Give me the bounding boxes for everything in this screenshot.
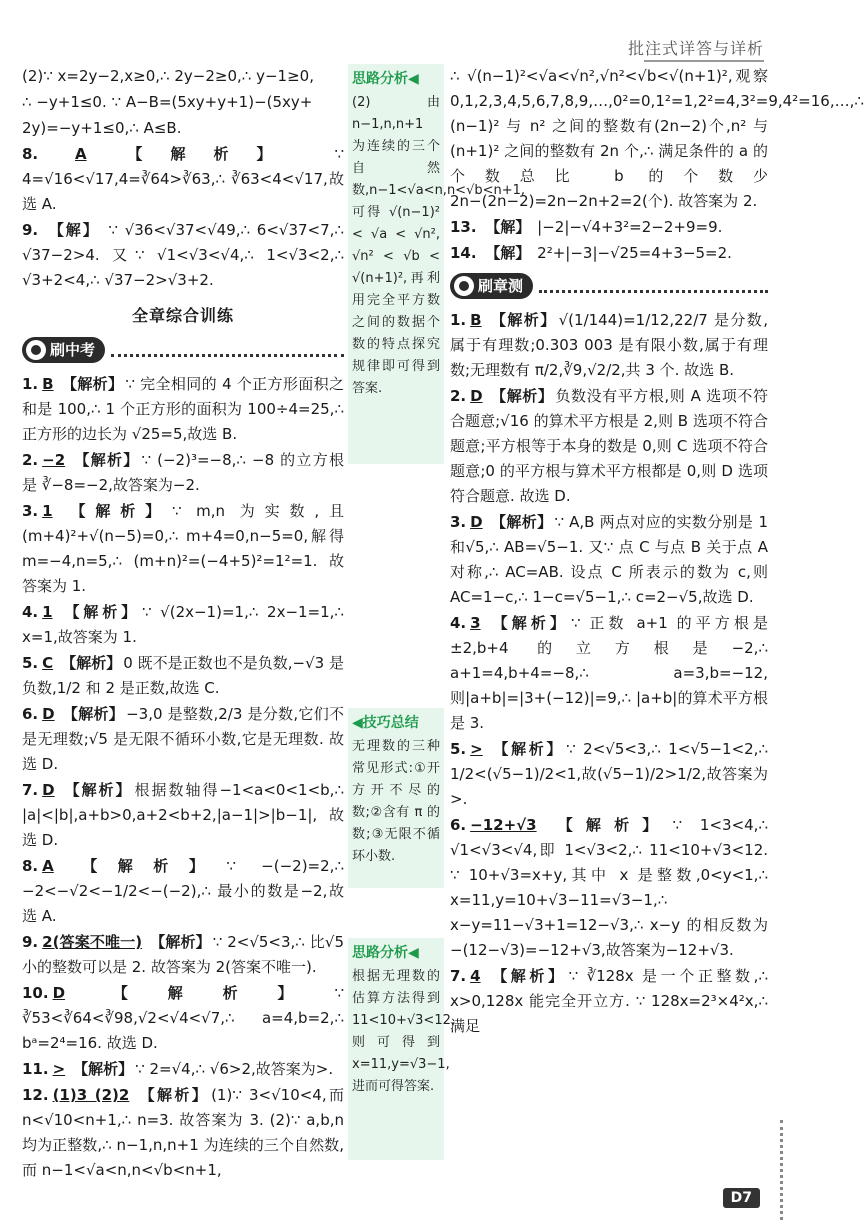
- answer-item: [22, 372, 344, 447]
- item-answer: A: [42, 857, 54, 875]
- badge-row: [450, 272, 768, 300]
- item-number: 9.: [22, 221, 39, 239]
- answer-item: [22, 1083, 344, 1183]
- item-number: 8.: [22, 857, 39, 875]
- item-number: 5.: [450, 740, 467, 758]
- answer-item: [22, 930, 344, 980]
- brush-icon: [26, 340, 46, 360]
- section-badge: [22, 337, 105, 363]
- item-number: 2.: [450, 387, 467, 405]
- item-tag: 【解析】: [127, 145, 300, 163]
- item-tag: 【解】: [48, 221, 100, 239]
- item-answer: 4: [470, 967, 481, 985]
- item-number: 6.: [22, 705, 39, 723]
- item-answer: B: [470, 311, 482, 329]
- item-answer: 1: [42, 603, 53, 621]
- item-tag: 【解析】: [60, 502, 170, 520]
- section-title: 全章综合训练: [131, 306, 234, 325]
- answer-item: [22, 651, 344, 701]
- item-text: ∵ √36<√37<√49,∴ 6<√37<7,∴ √37−2>4. 又∵ √1<√3<√4,∴ 1<√3<2,∴ √3+2<4,∴ √37−2>√3+2.: [22, 221, 344, 289]
- item-answer: D: [42, 705, 55, 723]
- continuation-line: ∴ −y+1≤0. ∵ A−B=(5xy+y+1)−(5xy+: [22, 93, 313, 111]
- item-text: −3,0 是整数,2/3 是分数,它们不是无理数;√5 是无限不循环小数,它是无理数. 故选 D.: [22, 705, 344, 773]
- side-note-tip: [348, 708, 444, 888]
- item-tag: 【解析】: [489, 311, 557, 329]
- item-number: 12.: [22, 1086, 49, 1104]
- continuation-block: ∴ √(n−1)²<√a<√n²,√n²<√b<√(n+1)²,观察 0,1,2,3,4,5,6,7,8,9,…,0²=0,1²=1,2²=4,3²=9,4²=16,…,∴ (n−1)² 与 n² 之间的整数有(2n−2)个,n² 与(n+1)² 之间的整数有 2n 个,∴ 满足条件的 a 的个数总比 b 的个数少 2n−(2n−2)=2n−2n+2=2(个). 故答案为 2.: [450, 67, 864, 210]
- item-text: ∵ ∛128x 是一个正整数,∴ x>0,128x 能完全开立方. ∵ 128x=2³×4²x,∴ 满足: [450, 967, 768, 1035]
- item-tag: 【解析】: [490, 740, 565, 758]
- item-number: 1.: [450, 311, 467, 329]
- answer-item: [450, 737, 768, 812]
- item-tag: 【解析】: [73, 1060, 134, 1078]
- item-tag: 【解析】: [61, 857, 225, 875]
- item-answer: >: [52, 1060, 66, 1078]
- item-answer: 3: [470, 614, 481, 632]
- item-number: 6.: [450, 816, 467, 834]
- item-tag: 【解析】: [61, 375, 124, 393]
- item-answer: 1: [42, 502, 53, 520]
- item-text: ∵ 2<√5<3,∴ 1<√5−1<2,∴ 1/2<(√5−1)/2<1,故(√5−1)/2>1/2,故答案为>.: [450, 740, 768, 808]
- dotted-divider: [111, 343, 344, 357]
- item-text: 0 既不是正数也不是负数,−√3 是负数,1/2 和 2 是正数,故选 C.: [22, 654, 344, 697]
- side-note-text: 根据无理数的估算方法得到 11<10+√3<12,则可得到 x=11,y=√3−1,进而可得答案.: [352, 969, 455, 1094]
- item-answer: >: [470, 740, 483, 758]
- answer-item: [450, 308, 768, 383]
- item-tag: 【解析】: [62, 705, 125, 723]
- item-answer: B: [42, 375, 54, 393]
- item-text: ∵ 正数 a+1 的平方根是±2,b+4 的立方根是−2,∴ a+1=4,b+4=−8,∴ a=3,b=−12,则|a+b|=|3+(−12)|=9,∴ |a+b|的算术平方根是 3.: [450, 614, 768, 732]
- item-answer: 2(答案不唯一): [42, 933, 143, 951]
- item-text: 2²+|−3|−√25=4+3−5=2.: [537, 244, 732, 262]
- answer-item: [450, 964, 768, 1039]
- item-tag: 【解析】: [62, 781, 133, 799]
- item-tag: 【解析】: [490, 513, 553, 531]
- section-badge: [450, 273, 533, 299]
- item-number: 1.: [22, 375, 39, 393]
- answer-item: [450, 384, 768, 509]
- item-text: ∵ m,n 为实数,且(m+4)²+√(n−5)=0,∴ m+4=0,n−5=0,解得 m=−4,n=5,∴ (m+n)²=(−4+5)²=1²=1. 故答案为 1.: [22, 502, 344, 595]
- item-answer: D: [42, 781, 55, 799]
- item-number: 4.: [450, 614, 467, 632]
- brush-icon: [454, 276, 474, 296]
- item-tag: 【解析】: [61, 654, 122, 672]
- answer-item-8: [22, 142, 344, 217]
- side-note-heading: 思路分析◀: [352, 945, 419, 961]
- item-text: ∵ (−2)³=−8,∴ −8 的立方根是 ∛−8=−2,故答案为−2.: [22, 451, 344, 494]
- edge-decoration: [780, 1120, 794, 1220]
- answer-item: [22, 702, 344, 777]
- item-text: 根据数轴得−1<a<0<1<b,∴ |a|<|b|,a+b>0,a+2<b+2,|a−1|>|b−1|,故选 D.: [22, 781, 344, 849]
- side-note-heading: ◀技巧总结: [352, 715, 419, 731]
- right-column: [450, 64, 864, 1040]
- badge-label: 刷章测: [478, 276, 524, 295]
- item-tag: 【解析】: [490, 387, 554, 405]
- triangle-left-icon: ◀: [352, 715, 363, 731]
- item-number: 10.: [22, 984, 49, 1002]
- side-note-text: (2)由 n−1,n,n+1 为连续的三个自然数,n−1<√a<n,n<√b<n+1,可得 √(n−1)² < √a < √n², √n² < √b < √(n+1)²,再利用完全平方数之间的数据个数的特点探究规律即可得到答案.: [352, 95, 526, 396]
- side-note-text: 无理数的三种常见形式:①开方开不尽的数;②含有 π 的数;③无限不循环小数.: [352, 739, 440, 864]
- running-header: 批注式详答与详析: [627, 39, 764, 58]
- answer-item: [450, 813, 768, 963]
- item-number: 11.: [22, 1060, 49, 1078]
- item-tag: 【解】: [485, 244, 531, 262]
- item-number: 5.: [22, 654, 39, 672]
- item-text: 负数没有平方根,则 A 选项不符合题意;√16 的算术平方根是 2,则 B 选项不符合题意;平方根等于本身的数是 0,则 C 选项不符合题意;0 的平方根与算术平方根都是 0,则 D 选项符合题意. 故选 D.: [450, 387, 768, 505]
- item-text: ∵ 完全相同的 4 个正方形面积之和是 100,∴ 1 个正方形的面积为 100÷4=25,∴ 正方形的边长为 √25=5,故选 B.: [22, 375, 344, 443]
- item-tag: 【解析】: [488, 967, 567, 985]
- item-number: 3.: [22, 502, 39, 520]
- badge-row: [22, 336, 344, 364]
- item-text: |−2|−√4+3²=2−2+9=9.: [537, 218, 723, 236]
- side-note-heading: 思路分析◀: [352, 71, 419, 87]
- item-number: 9.: [22, 933, 39, 951]
- item-text: √(1/144)=1/12,22/7 是分数,属于有理数;0.303 003 是有限小数,属于有理数;无理数有 π/2,∛9,√2/2,共 3 个. 故选 B.: [450, 311, 768, 379]
- answer-item: [22, 854, 344, 929]
- answer-item-14: [450, 241, 768, 266]
- item-answer: −12+√3: [470, 816, 537, 834]
- item-text: ∵ ∛53<∛64<∛98,√2<√4<√7,∴ a=4,b=2,∴ bᵃ=2⁴=16. 故选 D.: [22, 984, 344, 1052]
- item-number: 4.: [22, 603, 39, 621]
- item-text: ∵ √(2x−1)=1,∴ 2x−1=1,∴ x=1,故答案为 1.: [22, 603, 344, 646]
- item-number: 13.: [450, 218, 477, 236]
- answer-item: [22, 499, 344, 599]
- answer-item: [450, 611, 768, 736]
- item-tag: 【解】: [485, 218, 531, 236]
- answer-item: [22, 778, 344, 853]
- item-answer: C: [42, 654, 54, 672]
- item-answer: A: [74, 145, 87, 163]
- item-number: 14.: [450, 244, 477, 262]
- item-text: ∵ 4=√16<√17,4=∛64>∛63,∴ ∛63<4<√17,故选 A.: [22, 145, 344, 213]
- side-note-idea-2: [348, 938, 455, 1160]
- item-text: ∵ A,B 两点对应的实数分别是 1 和√5,∴ AB=√5−1. 又∵ 点 C 与点 B 关于点 A 对称,∴ AC=AB. 设点 C 所表示的数为 c,则 AC=1−c,∴ 1−c=√5−1,∴ c=2−√5,故选 D.: [450, 513, 768, 606]
- item-answer: D: [470, 513, 483, 531]
- item-number: 7.: [22, 781, 39, 799]
- page-number: D7: [723, 1188, 760, 1208]
- badge-label: 刷中考: [50, 340, 96, 359]
- item-tag: 【解析】: [150, 933, 211, 951]
- answer-item: [450, 510, 768, 610]
- item-number: 3.: [450, 513, 467, 531]
- item-tag: 【解析】: [488, 614, 570, 632]
- triangle-left-icon: ◀: [408, 945, 419, 961]
- item-tag: 【解析】: [73, 451, 140, 469]
- item-tag: 【解析】: [137, 1086, 210, 1104]
- answer-item: [22, 448, 344, 498]
- item-tag: 【解析】: [60, 603, 140, 621]
- item-number: 8.: [22, 145, 39, 163]
- item-tag: 【解析】: [544, 816, 671, 834]
- answer-item: [22, 981, 344, 1056]
- dotted-divider: [539, 279, 768, 293]
- answer-item: [22, 1057, 344, 1082]
- item-tag: 【解析】: [73, 984, 333, 1002]
- answer-item-13: [450, 215, 768, 240]
- item-answer: D: [52, 984, 66, 1002]
- item-text: ∵ 2=√4,∴ √6>2,故答案为>.: [135, 1060, 334, 1078]
- header-rule: [644, 60, 764, 62]
- answer-item-9: [22, 218, 344, 293]
- triangle-left-icon: ◀: [408, 71, 419, 87]
- continuation-line: 2y)=−y+1≤0,∴ A≤B.: [22, 119, 182, 137]
- item-text: (1)∵ 3<√10<4,而 n<√10<n+1,∴ n=3. 故答案为 3. (2)∵ a,b,n 均为正整数,∴ n−1,n,n+1 为连续的三个自然数,而 n−1<√a<n,n<√b<n+1,: [22, 1086, 344, 1179]
- item-answer: −2: [42, 451, 66, 469]
- item-answer: D: [470, 387, 483, 405]
- left-column: [22, 64, 344, 1184]
- item-text: ∵ −(−2)=2,∴ −2<−√2<−1/2<−(−2),∴ 最小的数是−2,故选 A.: [22, 857, 344, 925]
- answer-item: [22, 600, 344, 650]
- item-text: ∵ 2<√5<3,∴ 比√5 小的整数可以是 2. 故答案为 2(答案不唯一).: [22, 933, 344, 976]
- item-answer: (1)3 (2)2: [52, 1086, 130, 1104]
- item-number: 2.: [22, 451, 39, 469]
- item-text: ∵ 1<3<4,∴ √1<√3<√4,即 1<√3<2,∴ 11<10+√3<12. ∵ 10+√3=x+y,其中 x 是整数,0<y<1,∴ x=11,y=10+√3−11=√3−1,∴ x−y=11−√3+1=12−√3,∴ x−y 的相反数为−(12−√3)=−12+√3,故答案为−12+√3.: [450, 816, 768, 959]
- item-number: 7.: [450, 967, 467, 985]
- continuation-line: (2)∵ x=2y−2,x≥0,∴ 2y−2≥0,∴ y−1≥0,: [22, 67, 314, 85]
